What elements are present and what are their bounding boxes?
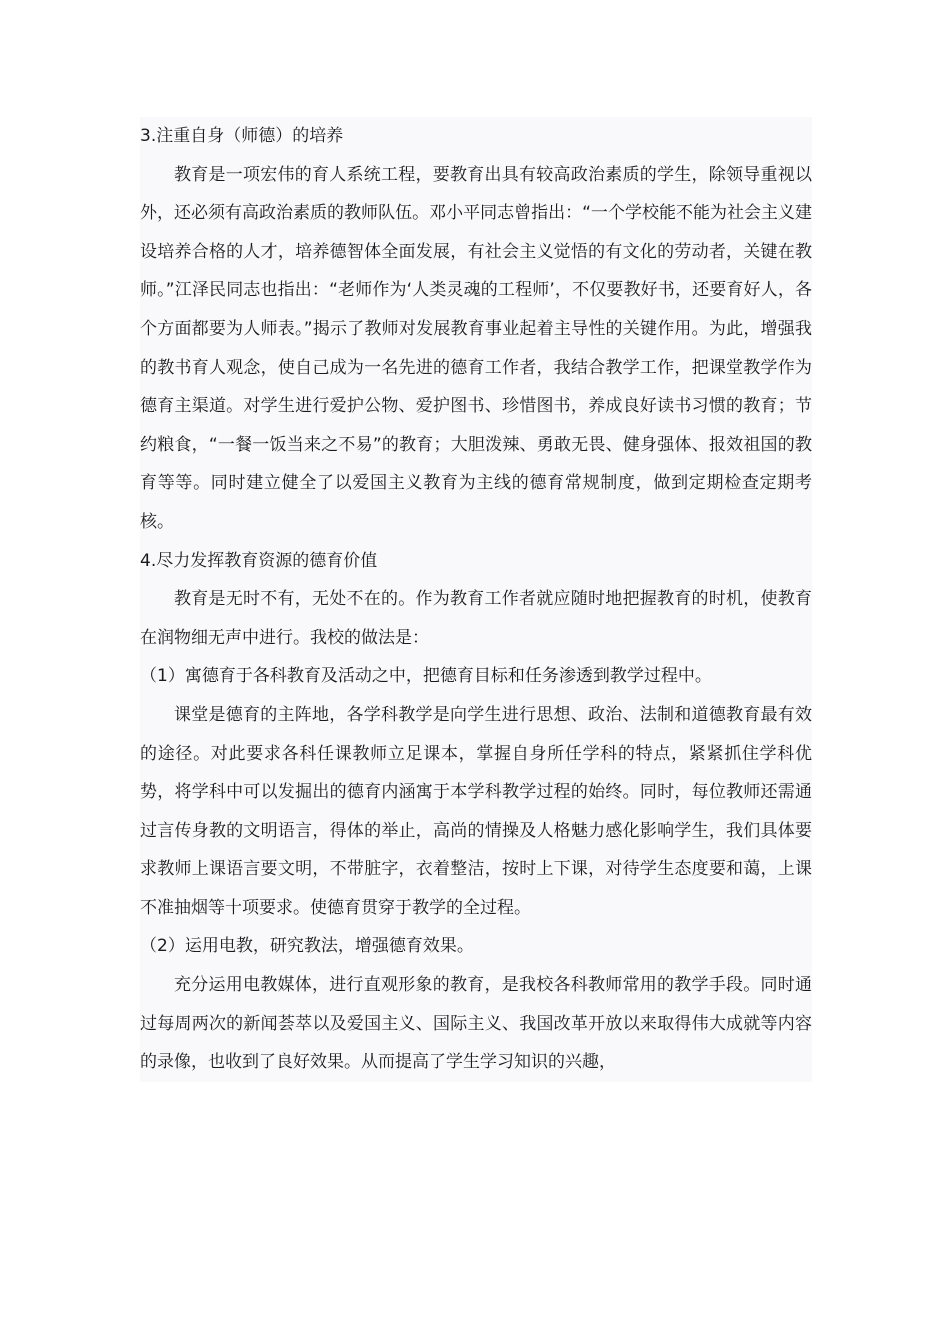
section-heading-3: 3.注重自身（师德）的培养	[140, 126, 344, 146]
section-4-intro: 教育是无时不有，无处不在的。作为教育工作者就应随时地把握教育的时机，使教育在润物细无声中进行。我校的做法是：	[140, 589, 812, 648]
item-1-title: （1）寓德育于各科教育及活动之中，把德育目标和任务渗透到教学过程中。	[140, 666, 712, 687]
item-2-paragraph: 充分运用电教媒体，进行直观形象的教育，是我校各科教师常用的教学手段。同时通过每周两次的新闻荟萃以及爱国主义、国际主义、我国改革开放以来取得伟大成就等内容的录像，也收到了良好效果。从而提高了学生学习知识的兴趣，	[140, 975, 812, 1073]
document-body	[140, 117, 812, 1082]
section-3-paragraph: 教育是一项宏伟的育人系统工程，要教育出具有较高政治素质的学生，除领导重视以外，还必须有高政治素质的教师队伍。邓小平同志曾指出：“一个学校能不能为社会主义建设培养合格的人才，培养德智体全面发展，有社会主义觉悟的有文化的劳动者，关键在教师。”江泽民同志也指出：“老师作为‘人类灵魂的工程师’，不仅要教好书，还要育好人，各个方面都要为人师表。”揭示了教师对发展教育事业起着主导性的关键作用。为此，增强我的教书育人观念，使自己成为一名先进的德育工作者，我结合教学工作，把课堂教学作为德育主渠道。对学生进行爱护公物、爱护图书、珍惜图书，养成良好读书习惯的教育；节约粮食，“一餐一饭当来之不易”的教育；大胆泼辣、勇敢无畏、健身强体、报效祖国的教育等等。同时建立健全了以爱国主义教育为主线的德育常规制度，做到定期检查定期考核。	[140, 164, 812, 532]
item-1-paragraph: 课堂是德育的主阵地，各学科教学是向学生进行思想、政治、法制和道德教育最有效的途径。对此要求各科任课教师立足课本，掌握自身所任学科的特点，紧紧抓住学科优势，将学科中可以发掘出的德育内涵寓于本学科教学过程的始终。同时，每位教师还需通过言传身教的文明语言，得体的举止，高尚的情操及人格魅力感化影响学生，我们具体要求教师上课语言要文明，不带脏字，衣着整洁，按时上下课，对待学生态度要和蔼，上课不准抽烟等十项要求。使德育贯穿于教学的全过程。	[140, 704, 812, 918]
item-2-title: （2）运用电教，研究教法，增强德育效果。	[140, 936, 474, 957]
section-heading-4: 4.尽力发挥教育资源的德育价值	[140, 550, 378, 571]
